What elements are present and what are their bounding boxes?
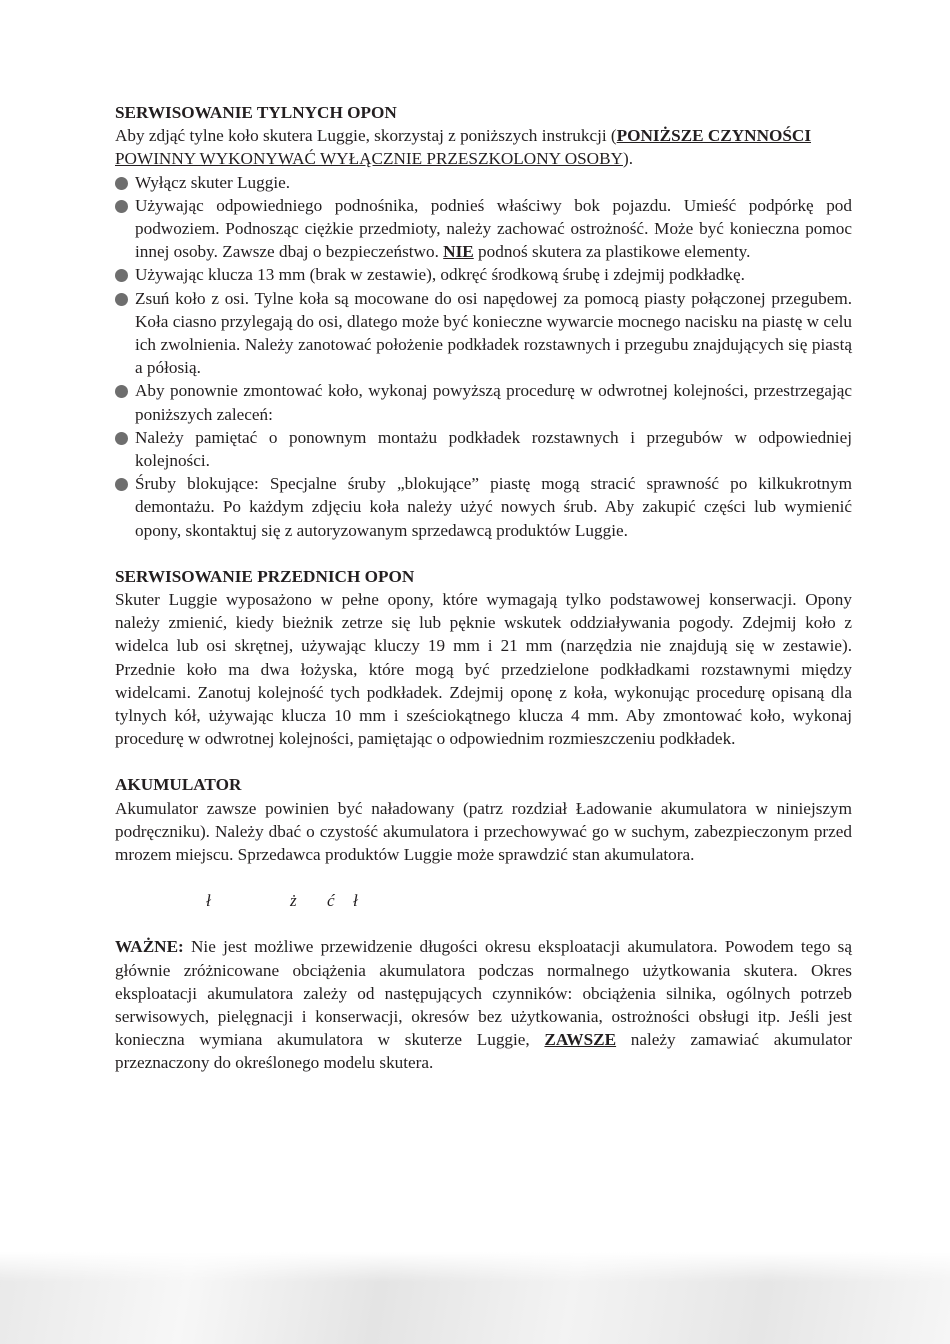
rear-tires-heading: SERWISOWANIE TYLNYCH OPON xyxy=(115,103,397,122)
important-emphasis: ZAWSZE xyxy=(544,1030,617,1050)
list-item-text: Używając odpowiedniego podnośnika, podnieś właściwy bok pojazdu. Umieść podpórkę pod podwoziem. Podnosząc ciężkie przedmioty, należy zachować ostrożność. Może być konieczna pomoc innej osoby. Zawsze dbaj o bezpieczeństwo. xyxy=(135,195,852,262)
front-tires-text: Skuter Luggie wyposażono w pełne opony, które wymagają tylko podstawowej konserwacji. Opony należy zmienić, kiedy bieżnik zetrze się lub pęknie wskutek oddziaływania pogody. Zdejmij koło z widelca lub osi skrętnej, używając kluczy 19 mm i 21 mm (narzędzia nie znajdują się w zestawie). Przednie koło ma dwa łożyska, które mogą być przedzielone podkładkami rozstawnymi między widelcami. Zanotuj kolejność tych podkładek. Zdejmij oponę z koła, wykonując procedurę opisaną dla tylnych kół, używając klucza 10 mm i sześciokątnego klucza 4 mm. Aby zmontować koło, wykonaj procedurę w odwrotnej kolejności, pamiętając o odpowiednim rozmieszczeniu podkładek. xyxy=(115,590,852,749)
front-tires-heading: SERWISOWANIE PRZEDNICH OPON xyxy=(115,566,415,586)
important-note xyxy=(115,935,852,1074)
bullet-icon xyxy=(115,269,128,282)
rear-intro xyxy=(115,124,852,170)
rear-intro-text: Aby zdjąć tylne koło skutera Luggie, skorzystaj z poniższych instrukcji ( xyxy=(115,126,617,146)
rear-intro-end: ). xyxy=(622,149,633,169)
list-item xyxy=(115,171,852,194)
list-item xyxy=(115,426,852,472)
glyph: ł xyxy=(353,891,358,911)
list-item xyxy=(115,287,852,380)
list-item xyxy=(115,194,852,264)
document-page xyxy=(115,101,852,1075)
list-item xyxy=(115,472,852,542)
list-item-text: Wyłącz skuter Luggie. xyxy=(135,172,291,192)
important-text-end: należy zamawiać akumulator przeznaczony do określonego modelu skutera. xyxy=(115,1030,852,1073)
glyph: ł xyxy=(206,891,211,911)
important-label: WAŻNE: xyxy=(115,937,184,957)
bullet-icon xyxy=(115,177,128,190)
rear-steps-list xyxy=(115,171,852,542)
bullet-icon xyxy=(115,478,128,491)
list-item-emphasis: NIE xyxy=(443,242,474,262)
list-item-text: Zsuń koło z osi. Tylne koła są mocowane do osi napędowej za pomocą piasty połączonej przegubem. Koła ciasno przylegają do osi, dlatego może być konieczne wywarcie mocnego nacisku na piastę w celu ich zwolnienia. Należy zanotować położenie podkładek rozstawnych i przegubu znajdujących się piastą a półosią. xyxy=(135,288,852,378)
list-item-text: Należy pamiętać o ponownym montażu podkładek rozstawnych i przegubów w odpowiedniej kolejności. xyxy=(135,427,852,471)
list-item-text: podnoś skutera za plastikowe elementy. xyxy=(473,242,751,262)
bullet-icon xyxy=(115,200,128,213)
rear-intro-bold: PONIŻSZE CZYNNOŚCI xyxy=(616,126,812,146)
battery-heading: AKUMULATOR xyxy=(115,775,242,795)
list-item-text: Używając klucza 13 mm (brak w zestawie), odkręć środkową śrubę i zdejmij podkładkę. xyxy=(135,265,745,285)
rear-intro-underlined: POWINNY WYKONYWAĆ WYŁĄCZNIE PRZESZKOLONY OSOBY xyxy=(115,149,623,169)
important-text: Nie jest możliwe przewidzenie długości okresu eksploatacji akumulatora. Powodem tego są głównie zróżnicowane obciążenia akumulatora podczas normalnego użytkowania skutera. Okres eksploatacji akumulatora zależy od następujących czynników: obciążenia silnika, ogólnych potrzeb serwisowych, pielęgnacji i konserwacji, okresów bez użytkowania, ostrożności obsługi itp. Jeśli jest konieczna wymiana akumulatora w skuterze Luggie, xyxy=(115,937,852,1050)
glyph: ż xyxy=(290,891,297,911)
list-item-text: Aby ponownie zmontować koło, wykonaj powyższą procedurę w odwrotnej kolejności, przestrzegając poniższych zaleceń: xyxy=(135,381,852,424)
broken-glyph-line xyxy=(115,889,852,912)
bullet-icon xyxy=(115,432,128,445)
glyph: ć xyxy=(327,891,335,911)
list-item xyxy=(115,379,852,425)
list-item xyxy=(115,263,852,286)
battery-text: Akumulator zawsze powinien być naładowany (patrz rozdział Ładowanie akumulatora w niniejszym podręczniku). Należy dbać o czystość akumulatora i przechowywać go w suchym, zabezpieczonym przed mrozem miejscu. Sprzedawca produktów Luggie może sprawdzić stan akumulatora. xyxy=(115,798,852,865)
bullet-icon xyxy=(115,293,128,306)
footer-decoration xyxy=(0,1252,950,1344)
list-item-text: Śruby blokujące: Specjalne śruby „blokujące” piastę mogą stracić sprawność po kilkukrotnym demontażu. Po każdym zdjęciu koła należy użyć nowych śrub. Aby zakupić części lub wymienić opony, skontaktuj się z autoryzowanym sprzedawcą produktów Luggie. xyxy=(135,474,852,540)
bullet-icon xyxy=(115,385,128,398)
